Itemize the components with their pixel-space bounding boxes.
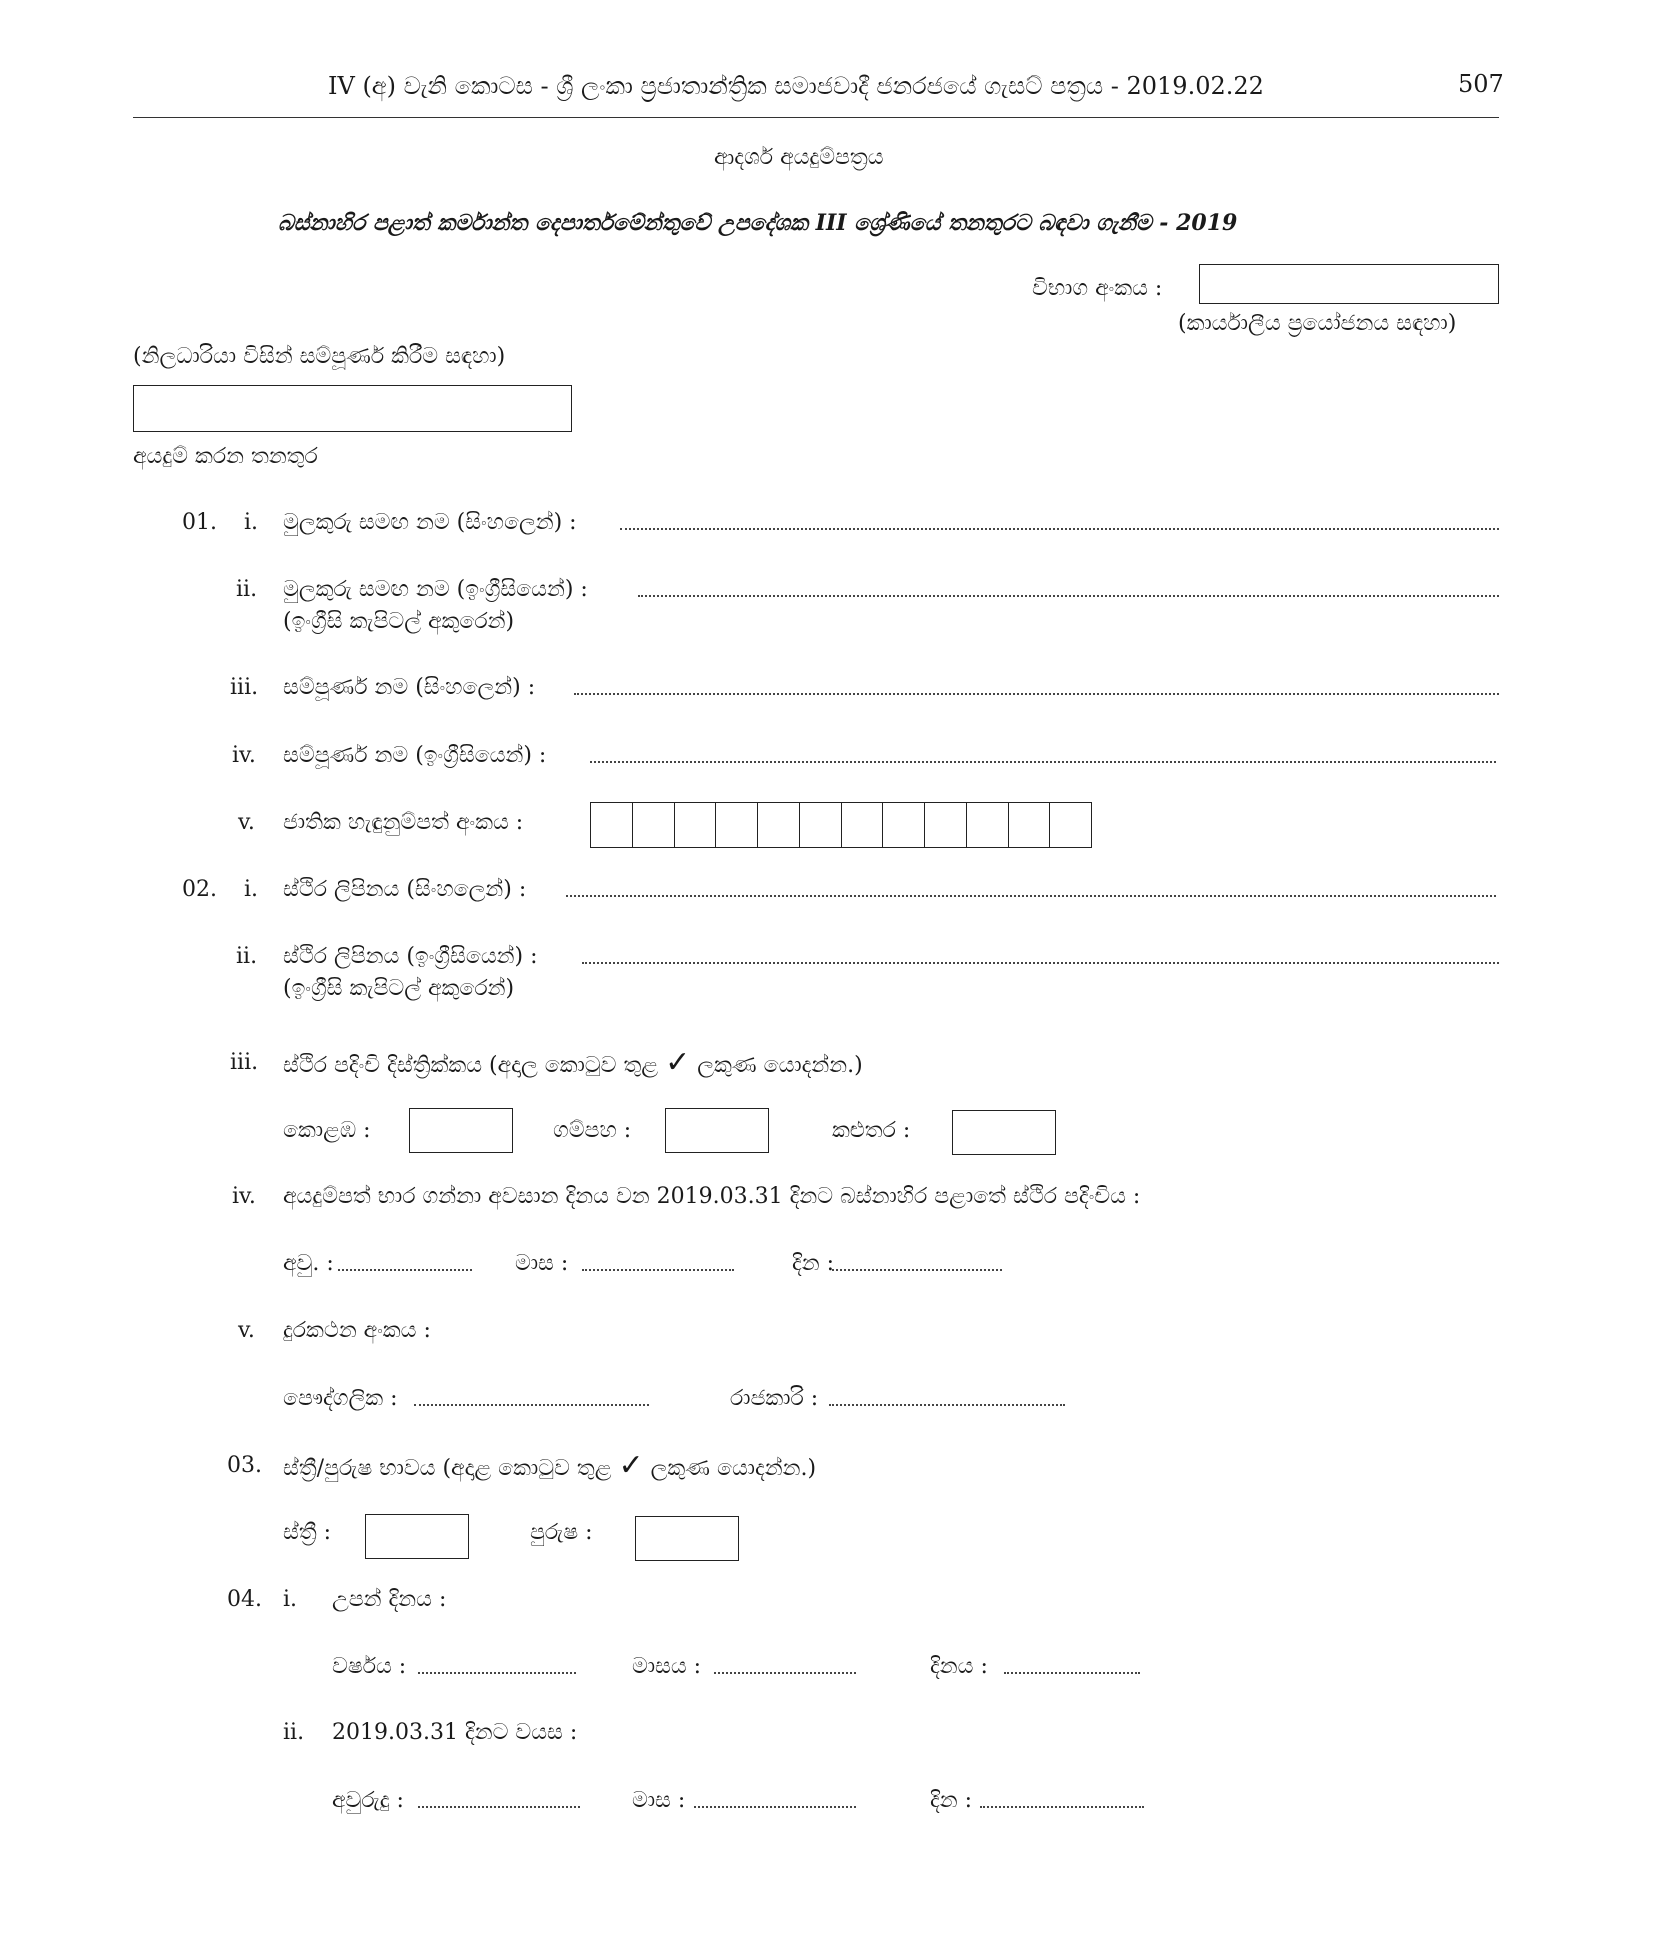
nic-digit-box[interactable]: [800, 803, 842, 847]
q02-i-label: ස්ථිර ලිපිනය (සිංහලෙන්) :: [283, 877, 527, 902]
male-checkbox[interactable]: [635, 1516, 739, 1561]
nic-digit-box[interactable]: [591, 803, 633, 847]
age-days-field[interactable]: [980, 1806, 1144, 1808]
residence-days-field[interactable]: [832, 1269, 1002, 1271]
residence-months-label: මාස :: [515, 1251, 569, 1276]
residence-years-label: අවු. :: [283, 1251, 334, 1276]
q04-number: 04.: [227, 1587, 262, 1612]
q04-ii-label: 2019.03.31 දිනට වයස :: [332, 1720, 578, 1745]
nic-digit-box[interactable]: [1009, 803, 1051, 847]
full-name-sinhala-field[interactable]: [574, 693, 1499, 695]
gampaha-checkbox[interactable]: [665, 1108, 769, 1153]
address-english-field[interactable]: [582, 962, 1499, 964]
q01-iii-label: සම්පූර්ණ නම (සිංහලෙන්) :: [283, 675, 536, 700]
age-years-label: අවුරුදු :: [332, 1788, 404, 1813]
gampaha-label: ගම්පහ :: [553, 1118, 632, 1143]
birth-month-label: මාසය :: [632, 1654, 702, 1679]
q02-ii-note: (ඉංග්‍රීසි කැපිටල් අකුරෙන්): [283, 976, 515, 1001]
tick-icon: ✓: [618, 1448, 644, 1483]
age-years-field[interactable]: [418, 1806, 580, 1808]
birth-year-label: වර්ෂය :: [332, 1654, 407, 1679]
phone-official-field[interactable]: [829, 1404, 1065, 1406]
kalutara-checkbox[interactable]: [952, 1110, 1056, 1155]
q02-ii-label: ස්ථිර ලිපිනය (ඉංග්‍රීසියෙන්) :: [283, 944, 538, 969]
birth-day-field[interactable]: [1004, 1672, 1140, 1674]
q01-iv-label: සම්පූර්ණ නම (ඉංග්‍රීසියෙන්) :: [283, 743, 547, 768]
tick-icon: ✓: [665, 1045, 691, 1080]
nic-digit-box[interactable]: [633, 803, 675, 847]
nic-number-boxes[interactable]: [590, 802, 1092, 848]
exam-number-box[interactable]: [1199, 264, 1499, 304]
q02-iii-number: iii.: [230, 1050, 259, 1075]
q02-v-label: දුරකථන අංකය :: [283, 1318, 431, 1343]
phone-personal-field[interactable]: [414, 1404, 649, 1406]
running-title: IV (අ) වැනි කොටස - ශ්‍රී ලංකා ප්‍රජාතාන්ත්‍රික සමාජවාදී ජනරජයේ ගැසට් පත්‍රය - 2019.02.22: [328, 72, 1264, 100]
name-initials-english-field[interactable]: [638, 595, 1499, 597]
q01-i-number: i.: [244, 510, 259, 535]
officer-note: (නිලධාරියා විසින් සම්පූර්ණ කිරීම සඳහා): [133, 344, 506, 369]
q01-ii-note: (ඉංග්‍රීසි කැපිටල් අකුරෙන්): [283, 609, 515, 634]
q01-iv-number: iv.: [232, 743, 256, 768]
q01-v-number: v.: [238, 810, 255, 835]
female-checkbox[interactable]: [365, 1514, 469, 1559]
post-applied-label: අයදුම් කරන තනතුර: [133, 444, 318, 469]
kalutara-label: කළුතර :: [832, 1118, 911, 1143]
q03-number: 03.: [227, 1453, 262, 1478]
q01-i-label: මුලකුරු සමඟ නම (සිංහලෙන්) :: [283, 510, 577, 535]
q01-ii-number: ii.: [236, 577, 258, 602]
age-months-field[interactable]: [694, 1806, 856, 1808]
post-applied-box[interactable]: [133, 385, 572, 432]
nic-digit-box[interactable]: [1050, 803, 1091, 847]
q03-label: [283, 1448, 817, 1484]
nic-digit-box[interactable]: [842, 803, 884, 847]
q02-v-number: v.: [238, 1318, 255, 1343]
q03-label-post: ලකුණ යොදන්න.): [650, 1456, 817, 1481]
q02-iii-label-post: ලකුණ යොදන්න.): [697, 1053, 863, 1078]
q02-number: 02.: [182, 877, 217, 902]
birth-month-field[interactable]: [714, 1672, 856, 1674]
birth-day-label: දිනය :: [930, 1654, 988, 1679]
office-use-note: (කාර්යාලීය ප්‍රයෝජනය සඳහා): [1178, 311, 1457, 336]
q01-iii-number: iii.: [230, 675, 259, 700]
female-label: ස්ත්‍රී :: [283, 1520, 332, 1545]
q01-v-label: ජාතික හැඳුනුම්පත් අංකය :: [283, 810, 524, 835]
form-subtitle: ආදර්ශ අයදුම්පත්‍රය: [714, 145, 884, 170]
address-sinhala-field[interactable]: [566, 895, 1496, 897]
q03-label-pre: ස්ත්‍රී/පුරුෂ භාවය (අදාළ කොටුව තුළ: [283, 1456, 612, 1481]
q02-ii-number: ii.: [236, 944, 258, 969]
exam-number-label: විභාග අංකය :: [1032, 276, 1163, 301]
header-rule: [133, 117, 1499, 118]
nic-digit-box[interactable]: [716, 803, 758, 847]
q04-i-label: උපන් දිනය :: [332, 1587, 447, 1612]
age-days-label: දින :: [930, 1788, 973, 1813]
q02-iv-number: iv.: [232, 1184, 256, 1209]
full-name-english-field[interactable]: [590, 761, 1496, 763]
colombo-checkbox[interactable]: [409, 1108, 513, 1153]
nic-digit-box[interactable]: [883, 803, 925, 847]
nic-digit-box[interactable]: [925, 803, 967, 847]
residence-months-field[interactable]: [582, 1269, 734, 1271]
q04-i-number: i.: [283, 1587, 298, 1612]
q02-i-number: i.: [244, 877, 259, 902]
birth-year-field[interactable]: [418, 1672, 576, 1674]
residence-days-label: දින :: [792, 1251, 835, 1276]
name-initials-sinhala-field[interactable]: [620, 528, 1499, 530]
q02-iii-label: [283, 1045, 863, 1081]
phone-official-label: රාජකාරි :: [730, 1386, 819, 1411]
q02-iii-label-pre: ස්ථිර පදිංචි දිස්ත්‍රික්කය (අදාල කොටුව තුළ: [283, 1053, 659, 1078]
nic-digit-box[interactable]: [675, 803, 717, 847]
page-number: 507: [1458, 70, 1504, 98]
phone-personal-label: පෞද්ගලික :: [283, 1386, 398, 1411]
male-label: පුරුෂ :: [530, 1520, 593, 1545]
nic-digit-box[interactable]: [967, 803, 1009, 847]
colombo-label: කොළඹ :: [283, 1118, 371, 1143]
age-months-label: මාස :: [632, 1788, 686, 1813]
q02-iv-label: අයදුම්පත් භාර ගන්නා අවසාන දිනය වන 2019.03.31 දිනට බස්නාහිර පළාතේ ස්ථිර පදිංචිය :: [283, 1184, 1141, 1209]
form-title: බස්නාහිර පළාත් කර්මාන්ත දෙපාර්තමේන්තුවේ උපදේශක III ශ්‍රේණියේ තනතුරට බඳවා ගැනීම - 2019: [278, 210, 1238, 236]
q01-ii-label: මුලකුරු සමඟ නම (ඉංග්‍රීසියෙන්) :: [283, 577, 588, 602]
q04-ii-number: ii.: [283, 1720, 305, 1745]
residence-years-field[interactable]: [338, 1269, 472, 1271]
nic-digit-box[interactable]: [758, 803, 800, 847]
q01-number: 01.: [182, 510, 217, 535]
